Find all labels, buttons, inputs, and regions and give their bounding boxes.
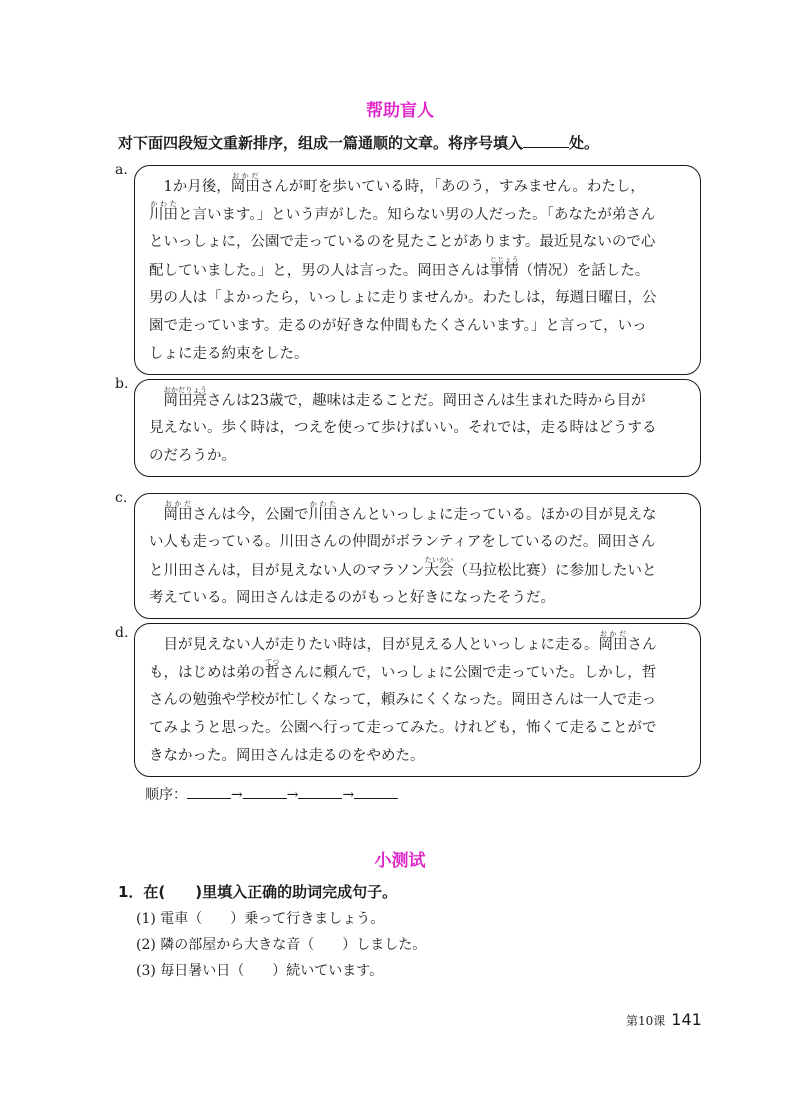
paragraph-line: 考えている。岡田さんは走るのがもっと好きになったそうだ。 bbox=[149, 590, 555, 606]
paragraph-label-d: d. bbox=[115, 625, 129, 641]
page-number: 141 bbox=[671, 1010, 702, 1029]
paragraph-line bbox=[149, 386, 686, 414]
ruby-okada: 岡田おかだ bbox=[163, 500, 193, 523]
order-arrow: → bbox=[286, 787, 299, 803]
text-seg: 目が見えない人が走りたい時は，目が見える人といっしょに走る。 bbox=[149, 637, 599, 653]
order-blank-4[interactable] bbox=[354, 785, 398, 799]
order-blank-2[interactable] bbox=[243, 785, 287, 799]
paragraph-line: い人も走っている。川田さんの仲間がボランティアをしているのだ。岡田さん bbox=[149, 534, 656, 550]
quiz-item-3[interactable]: (3) 毎日暑い日（ ）続いています。 bbox=[136, 963, 384, 979]
text-seg: さんは23歳で，趣味は走ることだ。岡田さんは生まれた時から目が bbox=[207, 393, 646, 409]
answer-blank[interactable] bbox=[523, 134, 569, 148]
text-seg: （马拉松比赛）に参加したいと bbox=[453, 563, 657, 579]
furigana-okada-ryou: おかだりょう bbox=[163, 386, 207, 394]
instruction-suffix: 处。 bbox=[569, 134, 600, 152]
reorder-instruction bbox=[118, 132, 718, 153]
furigana-okada: おかだ bbox=[163, 500, 193, 508]
ruby-taikai: 大会たいかい bbox=[424, 556, 454, 579]
paragraph-label-a: a. bbox=[115, 162, 128, 178]
paragraph-line: のだろうか。 bbox=[149, 448, 236, 464]
furigana-okada: おかだ bbox=[598, 630, 628, 638]
furigana-kawada: かわた bbox=[149, 200, 178, 208]
lesson-label: 第10课 bbox=[626, 1014, 666, 1028]
text-seg: 1か月後， bbox=[149, 179, 231, 195]
text-seg bbox=[149, 393, 164, 409]
section-title-quiz: 小测试 bbox=[374, 851, 426, 871]
paragraph-line: てみようと思った。公園へ行って走ってみた。けれども，怖くて走ることがで bbox=[149, 720, 657, 736]
text-seg: と言います。」という声がした。知らない男の人だった。「あなたが弟さん bbox=[178, 207, 656, 223]
paragraph-box-b bbox=[134, 379, 701, 477]
ruby-kawada: 川田かわた bbox=[308, 500, 338, 523]
quiz-question: 1．在( )里填入正确的助词完成句子。 bbox=[118, 883, 398, 901]
text-seg: 配していました。」と，男の人は言った。岡田さんは bbox=[149, 263, 490, 279]
paragraph-box-a bbox=[134, 165, 701, 375]
text-seg: も，はじめは弟の bbox=[149, 665, 265, 681]
order-answer-row bbox=[145, 784, 398, 804]
paragraph-line bbox=[149, 658, 686, 686]
ruby-jijou: 事情じじょう bbox=[489, 256, 519, 279]
paragraph-line: 男の人は「よかったら，いっしょに走りませんか。わたしは，毎週日曜日，公 bbox=[149, 290, 657, 306]
order-arrow: → bbox=[342, 787, 355, 803]
paragraph-label-c: c. bbox=[115, 490, 128, 506]
order-arrow: → bbox=[231, 787, 243, 803]
order-blank-3[interactable] bbox=[298, 785, 342, 799]
order-label: 顺序： bbox=[145, 787, 187, 803]
paragraph-line bbox=[149, 500, 686, 528]
section-title-help-blind: 帮助盲人 bbox=[366, 101, 434, 121]
paragraph-box-d bbox=[134, 623, 701, 777]
paragraph-line: しょに走る約束をした。 bbox=[149, 346, 309, 362]
quiz-item-1[interactable]: (1) 電車（ ）乗って行きましょう。 bbox=[136, 911, 385, 927]
furigana-okada: おかだ bbox=[230, 172, 260, 180]
furigana-jijou: じじょう bbox=[489, 256, 519, 264]
ruby-tetsu: 哲てつ bbox=[265, 658, 280, 681]
ruby-kawada: 川田かわた bbox=[149, 200, 178, 223]
paragraph-label-b: b. bbox=[115, 376, 129, 392]
text-seg: さん bbox=[627, 637, 657, 653]
paragraph-line bbox=[149, 200, 686, 228]
paragraph-line: 園で走っています。走るのが好きな仲間もたくさんいます。」と言って，いっ bbox=[149, 318, 647, 334]
text-seg: （情况）を話した。 bbox=[518, 263, 650, 279]
paragraph-line bbox=[149, 172, 686, 200]
paragraph-line: さんの勉強や学校が忙しくなって，頼みにくくなった。岡田さんは一人で走っ bbox=[149, 692, 657, 708]
paragraph-line bbox=[149, 630, 686, 658]
text-seg: さんは今，公園で bbox=[192, 507, 309, 523]
ruby-okada-ryou: 岡田亮おかだりょう bbox=[163, 386, 207, 409]
ruby-okada: 岡田おかだ bbox=[598, 630, 628, 653]
text-seg: さんといっしょに走っている。ほかの目が見えな bbox=[337, 507, 657, 523]
paragraph-line bbox=[149, 556, 686, 584]
paragraph-line: 見えない。歩く時は，つえを使って歩けばいい。それでは，走る時はどうする bbox=[149, 420, 657, 436]
furigana-kawada: かわた bbox=[308, 500, 338, 508]
paragraph-box-c bbox=[134, 493, 701, 619]
text-seg: さんが町を歩いている時，「あのう，すみません。わたし， bbox=[259, 179, 645, 195]
instruction-text: 对下面四段短文重新排序，组成一篇通顺的文章。将序号填入 bbox=[118, 134, 524, 152]
quiz-item-2[interactable]: (2) 隣の部屋から大きな音（ ）しました。 bbox=[136, 937, 427, 953]
paragraph-line: といっしょに，公園で走っているのを見たことがあります。最近見ないので心 bbox=[149, 234, 656, 250]
paragraph-line bbox=[149, 256, 686, 284]
text-seg: さんに頼んで，いっしょに公園で走っていた。しかし，哲 bbox=[279, 665, 657, 681]
order-blank-1[interactable] bbox=[187, 785, 231, 799]
text-seg: と川田さんは，目が見えない人のマラソン bbox=[149, 563, 425, 579]
furigana-taikai: たいかい bbox=[424, 556, 454, 564]
ruby-okada: 岡田おかだ bbox=[230, 172, 260, 195]
text-seg bbox=[149, 507, 164, 523]
furigana-tetsu: てつ bbox=[265, 658, 280, 666]
page-footer bbox=[626, 1010, 702, 1029]
paragraph-line: きなかった。岡田さんは走るのをやめた。 bbox=[149, 748, 425, 764]
